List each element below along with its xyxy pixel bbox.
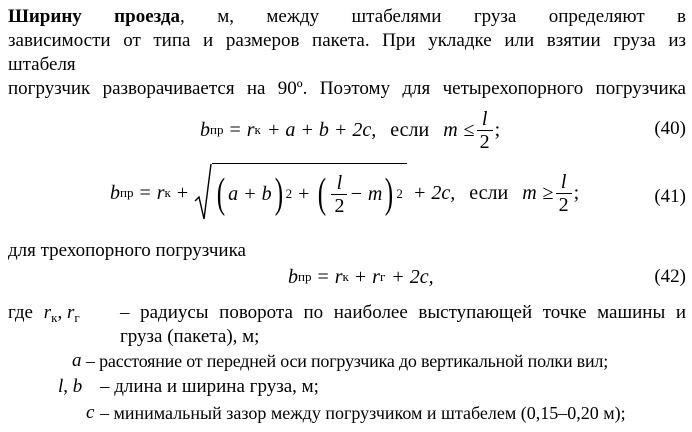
formula-42-rest: + 2c,: [391, 266, 434, 288]
formula-41-inner-fraction: [331, 172, 347, 217]
formula-40-lhs-sub: пр: [210, 122, 224, 137]
formula-40-r: r: [246, 119, 255, 141]
formula-41-plus: +: [176, 182, 189, 204]
formula-41-exp-2: 2: [396, 186, 403, 201]
formula-41-cond-var: m: [522, 182, 537, 204]
radical-sign-icon: [194, 163, 212, 223]
def-c-var: c: [86, 402, 95, 423]
paragraph-line-4: погрузчик разворачивается на 90º. Поэтому для четырехопорного погрузчика: [8, 78, 686, 99]
formula-40: [200, 106, 500, 154]
formula-41-eq: =: [139, 182, 151, 204]
formula-42-r2: r: [372, 266, 380, 288]
definition-a-term: [72, 350, 82, 372]
def-rg-sub: г: [74, 310, 80, 325]
formula-41-inner-frac-den: 2: [331, 194, 347, 217]
paragraph-line-1: [8, 6, 686, 28]
formula-40-cond-var: m: [443, 119, 458, 141]
formula-41-if: если: [469, 182, 509, 204]
formula-41-exp-1: 2: [285, 186, 293, 201]
formula-40-cond-op: ≤: [463, 119, 475, 141]
paragraph-line-3: штабеля: [8, 54, 76, 75]
definition-2: – расстояние от передней оси погрузчика до вертикальной полки вил;: [86, 351, 609, 371]
definition-1-line-1: – радиусы поворота по наиболее выступающей точке машины и: [120, 302, 686, 323]
formula-40-eq: =: [229, 119, 241, 141]
where-word: где: [8, 302, 33, 323]
formula-41-lhs-sub: пр: [120, 185, 134, 200]
definition-1-line-2: груза (пакета), м;: [120, 326, 260, 347]
formula-42-lhs: b: [288, 266, 298, 288]
def-comma: ,: [57, 302, 63, 323]
formula-42-r1-sub: к: [342, 269, 349, 284]
formula-42-eq: =: [317, 266, 329, 288]
definition-c-term: [86, 402, 94, 424]
formula-40-r-sub: к: [254, 122, 261, 137]
formula-40-frac-den: 2: [477, 130, 493, 153]
formula-41-cond-op: ≥: [542, 182, 554, 204]
definition-4: – минимальный зазор между погрузчиком и штабелем (0,15–0,20 м);: [100, 403, 626, 423]
def-b-var: b: [72, 376, 83, 397]
formula-41-inner-plus: +: [298, 183, 310, 205]
formula-40-frac-num: l: [481, 107, 488, 130]
formula-41-cond-fraction: [556, 171, 572, 216]
formula-41-inner-ab: a + b: [228, 183, 272, 205]
def-a-var: a: [72, 350, 82, 371]
formula-42-lhs-sub: пр: [298, 269, 312, 284]
formula-41-lhs: b: [110, 182, 120, 204]
def-l-var: l: [58, 376, 64, 397]
formula-41-tail: ;: [573, 182, 580, 204]
definition-3: – длина и ширина груза, м;: [100, 376, 319, 397]
formula-42-r2-sub: г: [379, 269, 386, 284]
equation-number-41: (41): [654, 186, 686, 207]
sqrt-symbol: [194, 163, 407, 223]
formula-42: [288, 264, 434, 290]
formula-41-cond-frac-num: l: [560, 170, 567, 193]
formula-40-rest: + a + b + 2c,: [266, 119, 377, 141]
equation-number-42: (42): [654, 266, 686, 287]
def-lb-sep: ,: [63, 376, 69, 397]
formula-41: [110, 160, 579, 226]
def-rk-sub: к: [51, 310, 58, 325]
equation-number-40: (40): [654, 118, 686, 139]
definition-where: [8, 302, 80, 329]
three-support-text: для трехопорного погрузчика: [8, 240, 246, 261]
formula-41-r-sub: к: [164, 185, 171, 200]
formula-41-r: r: [156, 182, 165, 204]
formula-41-minus-m: − m: [349, 183, 383, 205]
paragraph-line-1-text: , м, между штабелями груза определяют в: [180, 6, 687, 27]
formula-41-tail-plus: + 2c,: [412, 182, 456, 204]
formula-40-if: если: [390, 119, 430, 141]
formula-41-inner-frac-num: l: [336, 171, 343, 194]
def-rg-var: r: [66, 302, 75, 323]
formula-40-tail: ;: [494, 119, 501, 141]
definition-lb-term: [58, 376, 82, 398]
formula-40-fraction: [477, 108, 493, 153]
formula-42-r1: r: [334, 266, 343, 288]
def-rk-var: r: [43, 302, 52, 323]
term-bold: Ширину проезда: [8, 6, 181, 27]
paragraph-line-2: зависимости от типа и размеров пакета. При укладке или взятии груза из: [8, 30, 686, 51]
formula-40-lhs: b: [200, 119, 210, 141]
formula-42-plus: +: [354, 266, 367, 288]
sqrt-body: ( a + b ) 2 + ( $\frac{l}{2}$ − m ) 2: [212, 163, 407, 222]
formula-41-cond-frac-den: 2: [556, 193, 572, 216]
